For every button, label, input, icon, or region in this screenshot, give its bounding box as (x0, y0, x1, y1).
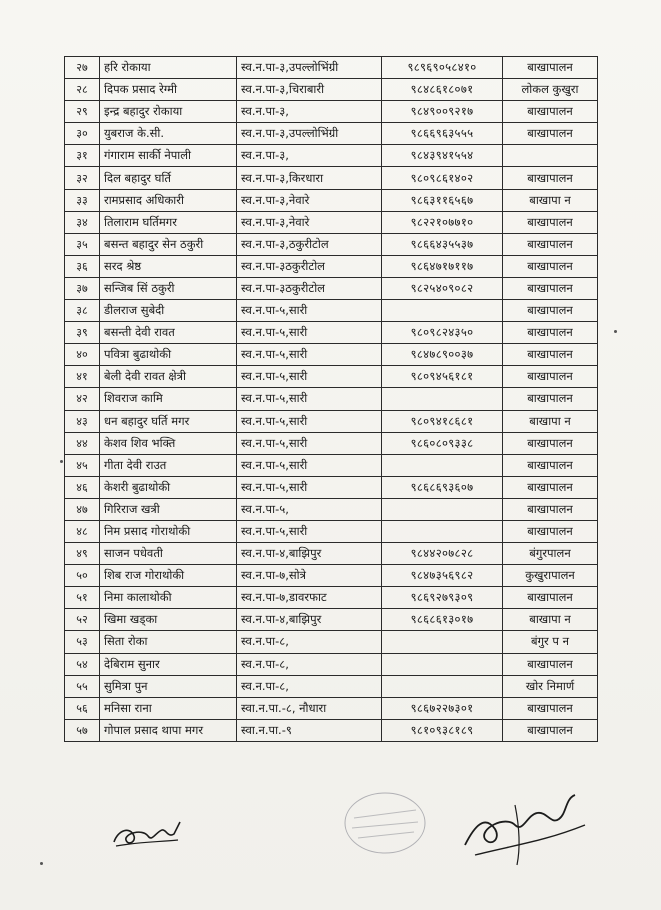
row-occupation: बंगुर प न (503, 631, 598, 653)
row-phone (382, 454, 503, 476)
row-phone: ९८४८६१८०७१ (382, 79, 503, 101)
row-address: स्व.न.पा-४,बाझिपुर (237, 543, 382, 565)
table-row (65, 322, 598, 344)
row-name: शिवराज कामि (100, 388, 237, 410)
row-occupation: बाखापालन (503, 476, 598, 498)
table-row (65, 189, 598, 211)
row-phone: ९८४४२०७८२८ (382, 543, 503, 565)
row-occupation: बाखापालन (503, 123, 598, 145)
beneficiary-table (64, 56, 598, 742)
table-row (65, 653, 598, 675)
row-address: स्व.न.पा-३,चिराबारी (237, 79, 382, 101)
row-name: बेली देवी रावत क्षेत्री (100, 366, 237, 388)
row-phone: ९८६७२२७३०१ (382, 697, 503, 719)
row-occupation: बाखापालन (503, 719, 598, 741)
row-phone (382, 520, 503, 542)
row-phone: ९८६०८०९३३८ (382, 432, 503, 454)
row-address: स्व.न.पा-३, (237, 145, 382, 167)
row-phone: ९८६८६९३६०७ (382, 476, 503, 498)
table-row (65, 101, 598, 123)
row-occupation: बाखापालन (503, 520, 598, 542)
row-name: गिरिराज खत्री (100, 498, 237, 520)
row-address: स्व.न.पा-५,सारी (237, 520, 382, 542)
row-address: स्व.न.पा-५,सारी (237, 454, 382, 476)
row-address: स्व.न.पा-३,ठकुरीटोल (237, 233, 382, 255)
row-address: स्व.न.पा-३ठकुरीटोल (237, 255, 382, 277)
row-address: स्व.न.पा-३, (237, 101, 382, 123)
row-address: स्व.न.पा-५,सारी (237, 344, 382, 366)
row-address: स्व.न.पा-५, (237, 498, 382, 520)
row-serial-number: ३५ (65, 233, 100, 255)
table-row (65, 565, 598, 587)
row-address: स्व.न.पा-३,उपल्लोभिंग्री (237, 123, 382, 145)
row-serial-number: ३८ (65, 300, 100, 322)
row-name: गीता देवी राउत (100, 454, 237, 476)
row-address: स्व.न.पा-५,सारी (237, 300, 382, 322)
row-phone: ९८१०९३८१८९ (382, 719, 503, 741)
row-name: रामप्रसाद अधिकारी (100, 189, 237, 211)
table-row (65, 211, 598, 233)
row-serial-number: ३२ (65, 167, 100, 189)
row-address: स्व.न.पा-५,सारी (237, 476, 382, 498)
table-row (65, 454, 598, 476)
table-row (65, 277, 598, 299)
row-address: स्व.न.पा-५,सारी (237, 432, 382, 454)
row-name: हरि रोकाया (100, 57, 237, 79)
row-occupation: बाखापालन (503, 366, 598, 388)
scan-speck (60, 460, 63, 463)
row-address: स्व.न.पा-७,डावरफाट (237, 587, 382, 609)
row-serial-number: ३७ (65, 277, 100, 299)
row-name: पवित्रा बुढाथोकी (100, 344, 237, 366)
row-serial-number: ४२ (65, 388, 100, 410)
row-name: सुमित्रा पुन (100, 675, 237, 697)
row-occupation: बाखापालन (503, 322, 598, 344)
row-phone (382, 675, 503, 697)
row-serial-number: ४८ (65, 520, 100, 542)
row-occupation: बाखापालन (503, 57, 598, 79)
row-address: स्व.न.पा-३,नेवारे (237, 211, 382, 233)
row-serial-number: ४७ (65, 498, 100, 520)
table-row (65, 57, 598, 79)
row-phone (382, 300, 503, 322)
row-occupation: बाखापालन (503, 255, 598, 277)
row-phone: ९८०९८२४३५० (382, 322, 503, 344)
row-phone: ९८०९४५६१८१ (382, 366, 503, 388)
row-serial-number: ५३ (65, 631, 100, 653)
row-name: मनिसा राना (100, 697, 237, 719)
table-row (65, 233, 598, 255)
row-serial-number: ५१ (65, 587, 100, 609)
table-row (65, 587, 598, 609)
row-name: बसन्ती देवी रावत (100, 322, 237, 344)
row-name: दिल बहादुर घर्ति (100, 167, 237, 189)
row-phone: ९८६८६१३०१७ (382, 609, 503, 631)
row-name: निम प्रसाद गोराथोकी (100, 520, 237, 542)
row-address: स्व.न.पा-३ठकुरीटोल (237, 277, 382, 299)
row-serial-number: २८ (65, 79, 100, 101)
row-phone: ९८६६४३५५३७ (382, 233, 503, 255)
row-serial-number: २७ (65, 57, 100, 79)
row-serial-number: ३४ (65, 211, 100, 233)
row-address: स्व.न.पा-७,सोत्रे (237, 565, 382, 587)
row-phone: ९८६४७१७११७ (382, 255, 503, 277)
signature-left (108, 812, 188, 857)
table-row (65, 697, 598, 719)
table-row (65, 410, 598, 432)
row-name: सरद श्रेष्ठ (100, 255, 237, 277)
table-row (65, 719, 598, 741)
table-row (65, 543, 598, 565)
row-serial-number: ५४ (65, 653, 100, 675)
table-row (65, 631, 598, 653)
row-occupation: बाखापालन (503, 167, 598, 189)
table-row (65, 609, 598, 631)
row-serial-number: ३३ (65, 189, 100, 211)
table-row (65, 167, 598, 189)
row-serial-number: ५६ (65, 697, 100, 719)
row-occupation: बाखापालन (503, 432, 598, 454)
table-body (65, 57, 598, 742)
row-occupation: बाखापा न (503, 609, 598, 631)
row-occupation: बाखापालन (503, 101, 598, 123)
row-occupation: बाखापालन (503, 653, 598, 675)
table-row (65, 432, 598, 454)
row-serial-number: ३१ (65, 145, 100, 167)
row-address: स्व.न.पा-५,सारी (237, 410, 382, 432)
row-name: इन्द्र बहादुर रोकाया (100, 101, 237, 123)
row-serial-number: ४६ (65, 476, 100, 498)
row-address: स्व.न.पा-३,किरधारा (237, 167, 382, 189)
row-occupation: बाखापालन (503, 587, 598, 609)
table-row (65, 498, 598, 520)
row-serial-number: ४४ (65, 432, 100, 454)
row-serial-number: ३६ (65, 255, 100, 277)
row-address: स्व.न.पा-५,सारी (237, 388, 382, 410)
row-serial-number: ५० (65, 565, 100, 587)
row-occupation: बाखापालन (503, 498, 598, 520)
row-occupation: बाखापालन (503, 344, 598, 366)
row-phone: ९८६६९६३५५५ (382, 123, 503, 145)
row-serial-number: ५५ (65, 675, 100, 697)
row-serial-number: ४५ (65, 454, 100, 476)
row-occupation: लोकल कुखुरा (503, 79, 598, 101)
row-serial-number: ४० (65, 344, 100, 366)
row-name: सन्जिब सिं ठकुरी (100, 277, 237, 299)
row-serial-number: ४१ (65, 366, 100, 388)
row-serial-number: ४३ (65, 410, 100, 432)
row-name: देबिराम सुनार (100, 653, 237, 675)
table-row (65, 300, 598, 322)
row-occupation: खोर निमार्ण (503, 675, 598, 697)
row-name: सिता रोका (100, 631, 237, 653)
row-occupation: बाखापालन (503, 454, 598, 476)
row-address: स्व.न.पा-५,सारी (237, 366, 382, 388)
row-name: खिमा खड्का (100, 609, 237, 631)
row-name: धन बहादुर घर्ति मगर (100, 410, 237, 432)
table-row (65, 675, 598, 697)
row-phone: ९८०९८६१४०२ (382, 167, 503, 189)
row-name: केशव शिव भक्ति (100, 432, 237, 454)
row-serial-number: २९ (65, 101, 100, 123)
row-occupation: बाखापालन (503, 388, 598, 410)
row-phone (382, 653, 503, 675)
row-phone (382, 388, 503, 410)
row-name: दिपक प्रसाद रेग्मी (100, 79, 237, 101)
row-phone (382, 498, 503, 520)
row-name: गंगाराम सार्की नेपाली (100, 145, 237, 167)
table-row (65, 79, 598, 101)
row-occupation: बाखापालन (503, 697, 598, 719)
row-occupation: बाखापा न (503, 410, 598, 432)
row-address: स्व.न.पा-४,बाझिपुर (237, 609, 382, 631)
table-row (65, 123, 598, 145)
row-serial-number: ४९ (65, 543, 100, 565)
row-phone: ९८६३११६५६७ (382, 189, 503, 211)
office-seal-stamp (340, 788, 430, 858)
row-serial-number: ५२ (65, 609, 100, 631)
row-name: तिलाराम घर्तिमगर (100, 211, 237, 233)
row-name: गोपाल प्रसाद थापा मगर (100, 719, 237, 741)
row-phone (382, 631, 503, 653)
row-address: स्व.न.पा-३,उपल्लोभिंग्री (237, 57, 382, 79)
row-phone: ९८२५४०९०८२ (382, 277, 503, 299)
row-address: स्व.न.पा-३,नेवारे (237, 189, 382, 211)
table-row (65, 520, 598, 542)
row-occupation: बाखापालन (503, 211, 598, 233)
row-name: निमा कालाथोकी (100, 587, 237, 609)
row-serial-number: ३० (65, 123, 100, 145)
row-name: साजन पधेवती (100, 543, 237, 565)
signature-right (455, 785, 595, 875)
table-row (65, 366, 598, 388)
row-occupation: बाखापालन (503, 277, 598, 299)
row-phone: ९८४३९४१५५४ (382, 145, 503, 167)
row-occupation: बाखापालन (503, 300, 598, 322)
row-serial-number: ५७ (65, 719, 100, 741)
scan-speck (40, 862, 43, 865)
row-phone: ९८२२१०७७१० (382, 211, 503, 233)
row-name: बसन्त बहादुर सेन ठकुरी (100, 233, 237, 255)
row-serial-number: ३९ (65, 322, 100, 344)
row-phone: ९८४९००९२१७ (382, 101, 503, 123)
row-address: स्वा.न.पा.-८, नौधारा (237, 697, 382, 719)
row-name: केशरी बुढाथोकी (100, 476, 237, 498)
table-row (65, 344, 598, 366)
row-address: स्व.न.पा-८, (237, 675, 382, 697)
row-phone: ९८४७८९००३७ (382, 344, 503, 366)
row-name: डीलराज सुबेदी (100, 300, 237, 322)
table-row (65, 476, 598, 498)
row-phone: ९८९६९०५८४१० (382, 57, 503, 79)
table-row (65, 388, 598, 410)
row-phone: ९८०९४१८६८१ (382, 410, 503, 432)
row-address: स्वा.न.पा.-९ (237, 719, 382, 741)
row-occupation: बाखापालन (503, 233, 598, 255)
table-row (65, 145, 598, 167)
row-address: स्व.न.पा-८, (237, 653, 382, 675)
row-occupation: बंगुरपालन (503, 543, 598, 565)
row-address: स्व.न.पा-८, (237, 631, 382, 653)
scan-speck (614, 330, 617, 333)
row-name: शिब राज गोराथोकी (100, 565, 237, 587)
table-row (65, 255, 598, 277)
row-occupation: कुखुरापालन (503, 565, 598, 587)
row-occupation (503, 145, 598, 167)
row-name: युबराज के.सी. (100, 123, 237, 145)
row-phone: ९८४७३५६९८२ (382, 565, 503, 587)
row-phone: ९८६९२७९३०९ (382, 587, 503, 609)
row-address: स्व.न.पा-५,सारी (237, 322, 382, 344)
row-occupation: बाखापा न (503, 189, 598, 211)
